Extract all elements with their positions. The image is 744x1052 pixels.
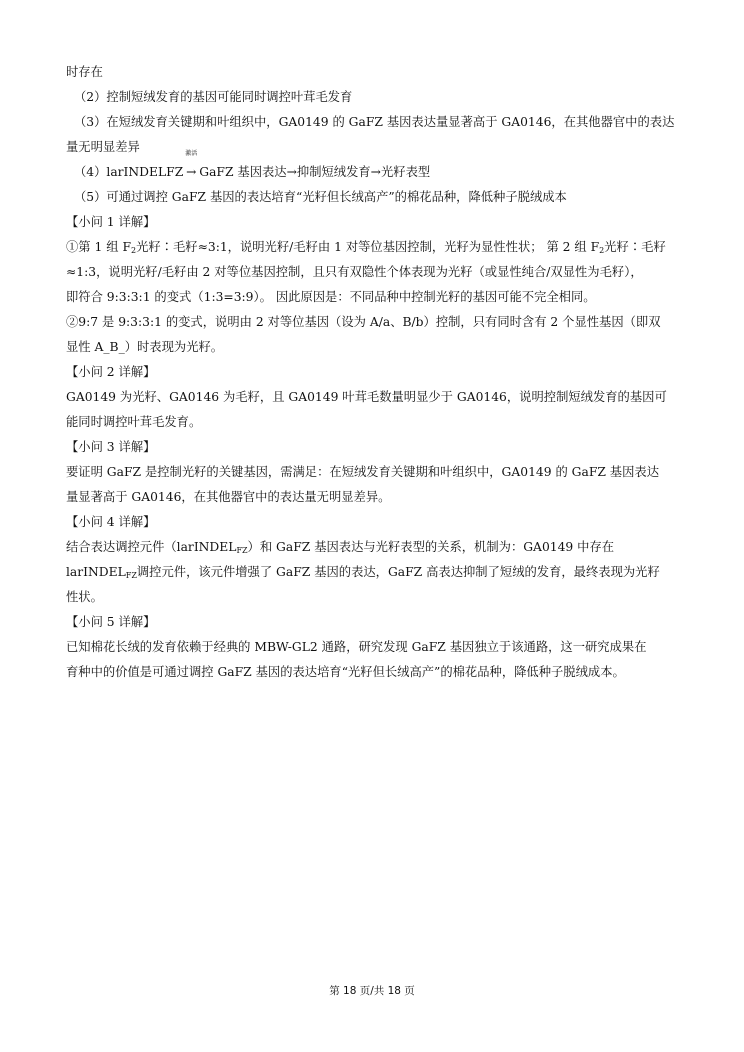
detail-5-line-1: 已知棉花长绒的发育依赖于经典的 MBW-GL2 通路，研究发现 GaFZ 基因独立于该通路，这一研究成果在 xyxy=(66,640,647,654)
detail-4-line-2: larINDEL$_{FZ}$调控元件，该元件增强了 GaFZ 基因的表达，GaFZ 高表达抑制了短绒的发育，最终表现为光籽 xyxy=(66,565,660,580)
detail-1-line-5: 显性 A_B_）时表现为光籽。 xyxy=(66,340,224,354)
answer-5: （5）可通过调控 GaFZ 基因的表达培育“光籽但长绒高产”的棉花品种，降低种子脱绒成本 xyxy=(74,190,567,204)
document-body xyxy=(66,60,682,685)
activate-arrow xyxy=(183,150,199,185)
section-header-4: 【小问 4 详解】 xyxy=(66,515,156,529)
detail-3-line-2: 量显著高于 GA0146，在其他器官中的表达量无明显差异。 xyxy=(66,490,391,504)
page-footer: 第 18 页/共 18 页 xyxy=(329,985,415,997)
section-header-1: 【小问 1 详解】 xyxy=(66,215,156,229)
answer-4-prefix: （4）larINDELFZ xyxy=(74,165,184,179)
detail-1-line-2: ≈1:3，说明光籽/毛籽由 2 对等位基因控制，且只有双隐性个体表现为光籽（或显性纯合/双显性为毛籽）， xyxy=(66,265,643,279)
detail-2-line-2: 能同时调控叶茸毛发育。 xyxy=(66,415,202,429)
section-header-3: 【小问 3 详解】 xyxy=(66,440,156,454)
answer-3-line-1: （3）在短绒发育关键期和叶组织中，GA0149 的 GaFZ 基因表达量显著高于 GA0146，在其他器官中的表达 xyxy=(74,115,675,129)
detail-2-line-1: GA0149 为光籽、GA0146 为毛籽，且 GA0149 叶茸毛数量明显少于 GA0146，说明控制短绒发育的基因可 xyxy=(66,390,667,404)
answer-2: （2）控制短绒发育的基因可能同时调控叶茸毛发育 xyxy=(74,90,353,104)
answer-3-line-2: 量无明显差异 xyxy=(66,140,140,154)
detail-1-line-3: 即符合 9:3:3:1 的变式（1:3=3:9）。 因此原因是：不同品种中控制光籽的基因可能不完全相同。 xyxy=(66,290,596,304)
detail-3-line-1: 要证明 GaFZ 是控制光籽的关键基因，需满足：在短绒发育关键期和叶组织中，GA0149 的 GaFZ 基因表达 xyxy=(66,465,659,479)
answer-4 xyxy=(66,150,682,185)
detail-1-line-1: ①第 1 组 $F_2$光籽∶毛籽≈3:1，说明光籽/毛籽由 1 对等位基因控制，光籽为显性性状； 第 2 组 $F_2$光籽∶毛籽 xyxy=(66,240,666,255)
detail-1-line-4: ②9:7 是 9:3:3:1 的变式，说明由 2 对等位基因（设为 A/a、B/b）控制，只有同时含有 2 个显性基因（即双 xyxy=(66,315,661,329)
detail-4-line-1: 结合表达调控元件（larINDEL$_{FZ}$）和 GaFZ 基因表达与光籽表型的关系，机制为：GA0149 中存在 xyxy=(66,540,615,555)
answer-4-suffix: GaFZ 基因表达→抑制短绒发育→光籽表型 xyxy=(199,165,431,179)
detail-5-line-2: 育种中的价值是可通过调控 GaFZ 基因的表达培育“光籽但长绒高产”的棉花品种，降低种子脱绒成本。 xyxy=(66,665,625,679)
section-header-2: 【小问 2 详解】 xyxy=(66,365,156,379)
section-header-5: 【小问 5 详解】 xyxy=(66,615,156,629)
arrow-label: 激活 xyxy=(185,150,198,157)
detail-4-line-3: 性状。 xyxy=(66,590,103,604)
text-line: 时存在 xyxy=(66,65,103,79)
arrow-glyph: → xyxy=(186,165,197,179)
